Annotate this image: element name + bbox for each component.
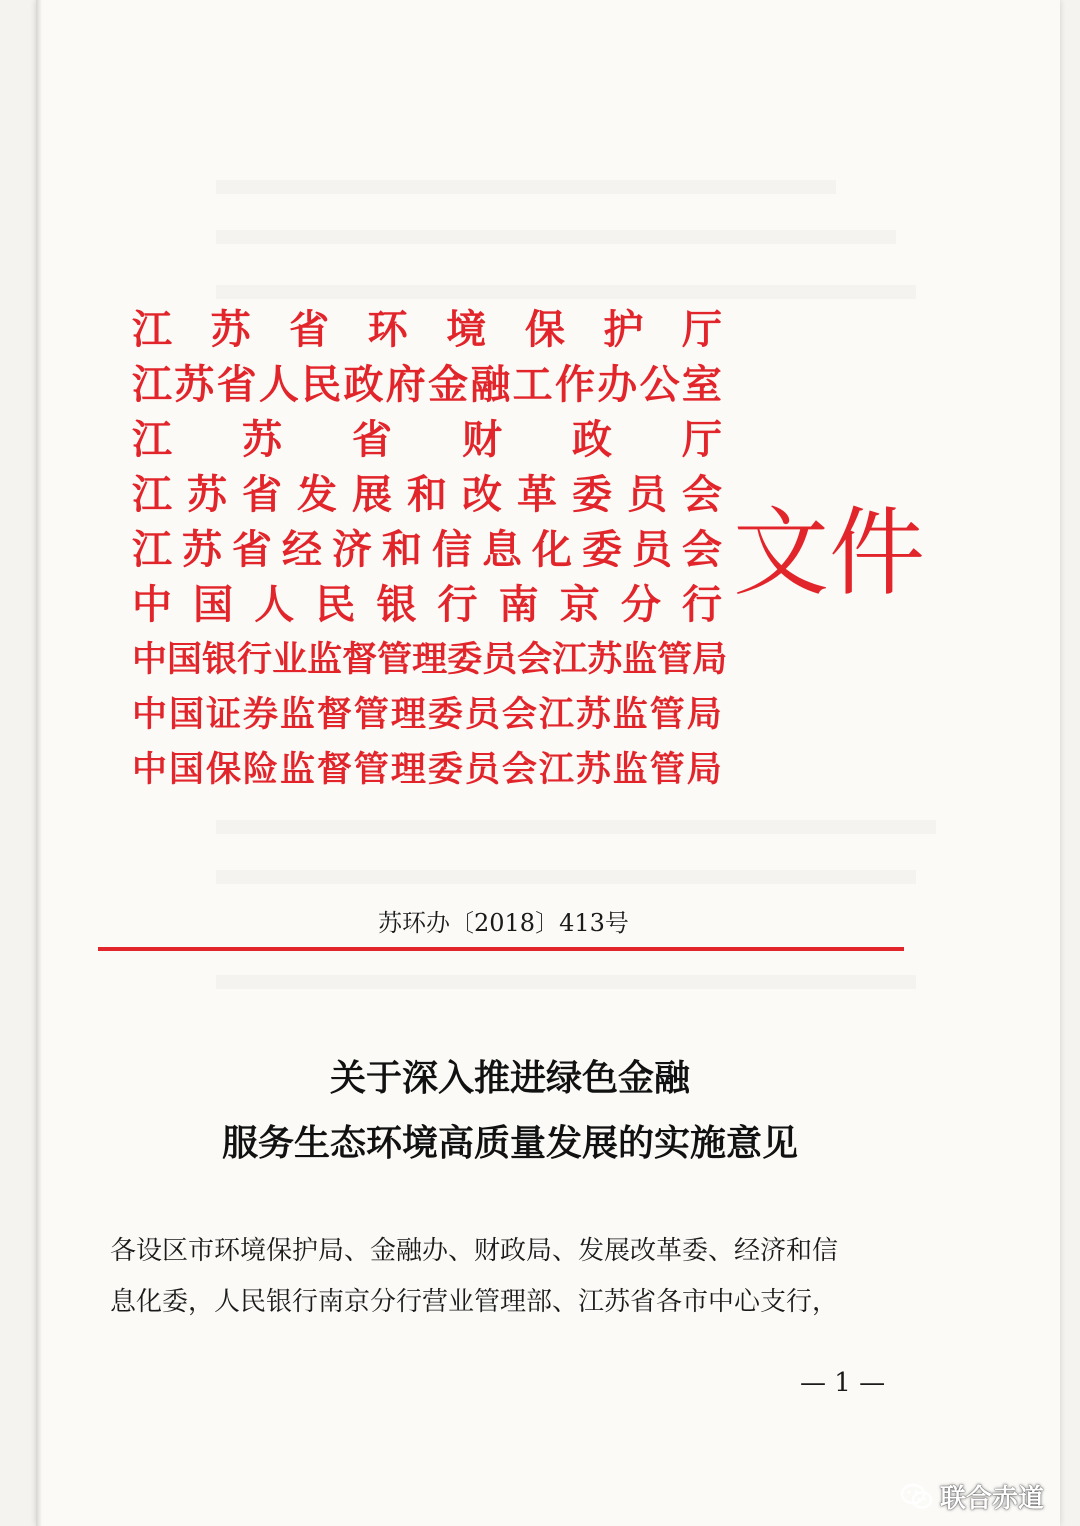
issuer-char: 财: [462, 416, 502, 463]
issuer-char: 江: [132, 526, 172, 573]
body-text-line-1: 各设区市环境保护局、金融办、财政局、发展改革委、经济和信: [110, 1236, 839, 1266]
issuer-line: [132, 412, 722, 467]
issuer-char: 中: [132, 581, 172, 628]
issuer-char: 行: [437, 581, 478, 628]
issuer-char: 苏: [187, 471, 227, 518]
red-divider: [98, 947, 904, 951]
issuer-char: 员: [632, 526, 672, 573]
issuer-char: 委: [427, 694, 463, 735]
issuer-char: 会: [682, 471, 722, 518]
bleed-through: [216, 820, 936, 834]
issuer-char: 人: [258, 361, 299, 408]
issuer-char: 苏: [242, 416, 282, 463]
issuer-char: 分: [620, 581, 661, 628]
issuer-char: 银: [202, 639, 238, 680]
issuer-char: 境: [446, 306, 487, 353]
issuer-char: 江: [132, 361, 172, 408]
issuer-line: [132, 687, 722, 742]
issuer-char: 中: [132, 694, 168, 735]
issuer-char: 办: [597, 361, 638, 408]
issuer-char: 国: [168, 749, 204, 790]
issuer-char: 江: [552, 639, 588, 680]
issuer-char: 和: [407, 471, 447, 518]
issuer-char: 江: [538, 749, 574, 790]
issuer-list: [132, 302, 728, 797]
issuer-char: 委: [427, 749, 463, 790]
issuer-char: 作: [554, 361, 595, 408]
issuer-char: 理: [412, 639, 448, 680]
issuer-char: 委: [447, 639, 483, 680]
issuer-char: 管: [377, 639, 413, 680]
issuer-line: [132, 742, 722, 797]
issuer-line: [132, 357, 722, 412]
issuer-char: 会: [501, 749, 537, 790]
bleed-through: [216, 975, 916, 989]
issuer-char: 省: [242, 471, 282, 518]
bleed-through: [216, 870, 916, 884]
issuer-char: 济: [332, 526, 372, 573]
issuer-char: 经: [282, 526, 322, 573]
issuer-line: [132, 632, 728, 687]
issuer-char: 苏: [182, 526, 222, 573]
issuer-char: 息: [482, 526, 522, 573]
issuer-char: 融: [470, 361, 511, 408]
issuer-char: 会: [682, 526, 722, 573]
issuer-char: 室: [681, 361, 722, 408]
issuer-char: 人: [254, 581, 295, 628]
issuer-char: 委: [582, 526, 622, 573]
issuer-char: 员: [482, 639, 518, 680]
issuer-char: 银: [376, 581, 417, 628]
issuer-char: 省: [232, 526, 272, 573]
watermark-text: 联合赤道: [940, 1484, 1045, 1514]
issuer-char: 督: [316, 694, 352, 735]
issuer-char: 管: [649, 749, 685, 790]
issuer-char: 江: [132, 416, 172, 463]
issuer-char: 江: [538, 694, 574, 735]
issuer-char: 会: [517, 639, 553, 680]
issuer-char: 环: [367, 306, 408, 353]
issuer-char: 险: [242, 749, 278, 790]
issuer-char: 国: [193, 581, 234, 628]
issuer-char: 厅: [681, 306, 722, 353]
document-number: 苏环办〔2018〕413号: [378, 909, 629, 937]
issuer-char: 苏: [174, 361, 215, 408]
issuer-char: 京: [559, 581, 600, 628]
issuer-char: 民: [315, 581, 356, 628]
issuer-char: 江: [132, 471, 172, 518]
issuer-char: 和: [382, 526, 422, 573]
issuer-char: 理: [390, 749, 426, 790]
page-edge: [36, 0, 42, 1526]
issuer-char: 督: [316, 749, 352, 790]
issuer-char: 行: [237, 639, 273, 680]
issuer-char: 员: [627, 471, 667, 518]
issuer-char: 化: [532, 526, 572, 573]
issuer-char: 监: [612, 694, 648, 735]
issuer-char: 业: [272, 639, 308, 680]
issuer-char: 政: [572, 416, 612, 463]
issuer-char: 管: [649, 694, 685, 735]
wechat-icon: [900, 1483, 934, 1511]
issuer-char: 监: [307, 639, 343, 680]
issuer-char: 督: [342, 639, 378, 680]
issuer-char: 发: [297, 471, 337, 518]
issuer-line: [132, 522, 722, 577]
issuer-char: 信: [432, 526, 472, 573]
issuer-char: 苏: [210, 306, 251, 353]
issuer-char: 金: [428, 361, 469, 408]
issuer-char: 保: [524, 306, 565, 353]
issuer-char: 监: [279, 694, 315, 735]
issuer-char: 行: [681, 581, 722, 628]
issuer-char: 省: [216, 361, 257, 408]
issuer-char: 省: [352, 416, 392, 463]
issuer-char: 工: [512, 361, 553, 408]
issuer-char: 苏: [587, 639, 623, 680]
issuer-char: 局: [692, 639, 728, 680]
issuer-char: 省: [289, 306, 330, 353]
issuer-char: 局: [686, 694, 722, 735]
issuer-char: 监: [612, 749, 648, 790]
issuer-line: [132, 577, 722, 632]
issuer-char: 中: [132, 639, 168, 680]
issuer-char: 改: [462, 471, 502, 518]
issuer-char: 证: [205, 694, 241, 735]
issuer-char: 保: [205, 749, 241, 790]
issuer-char: 管: [353, 694, 389, 735]
issuer-char: 员: [464, 694, 500, 735]
issuer-char: 苏: [575, 749, 611, 790]
issuer-char: 公: [639, 361, 680, 408]
issuer-char: 国: [167, 639, 203, 680]
issuer-char: 厅: [682, 416, 722, 463]
issuer-char: 管: [353, 749, 389, 790]
document-title-line-2: 服务生态环境高质量发展的实施意见: [221, 1122, 798, 1164]
issuer-char: 革: [517, 471, 557, 518]
issuer-char: 展: [352, 471, 392, 518]
issuer-char: 券: [242, 694, 278, 735]
document-title-line-1: 关于深入推进绿色金融: [329, 1057, 690, 1099]
issuer-char: 府: [385, 361, 426, 408]
issuer-char: 国: [168, 694, 204, 735]
document-type-label: 文件: [733, 497, 925, 609]
bleed-through: [216, 285, 916, 299]
issuer-char: 民: [301, 361, 342, 408]
issuer-char: 理: [390, 694, 426, 735]
issuer-char: 政: [343, 361, 384, 408]
issuer-char: 员: [464, 749, 500, 790]
issuer-char: 苏: [575, 694, 611, 735]
issuer-char: 中: [132, 749, 168, 790]
page-number: — 1 —: [800, 1368, 886, 1398]
issuer-char: 南: [498, 581, 539, 628]
watermark: [900, 1478, 1044, 1515]
issuer-char: 监: [622, 639, 658, 680]
issuer-char: 委: [572, 471, 612, 518]
issuer-char: 江: [132, 306, 172, 353]
issuer-char: 监: [279, 749, 315, 790]
issuer-char: 管: [657, 639, 693, 680]
bleed-through: [216, 230, 896, 244]
bleed-through: [216, 180, 836, 194]
body-text-line-2: 息化委，人民银行南京分行营业管理部、江苏省各市中心支行，: [110, 1287, 839, 1317]
issuer-char: 会: [501, 694, 537, 735]
issuer-char: 护: [603, 306, 644, 353]
issuer-char: 局: [686, 749, 722, 790]
issuer-line: [132, 467, 722, 522]
issuer-line: [132, 302, 722, 357]
